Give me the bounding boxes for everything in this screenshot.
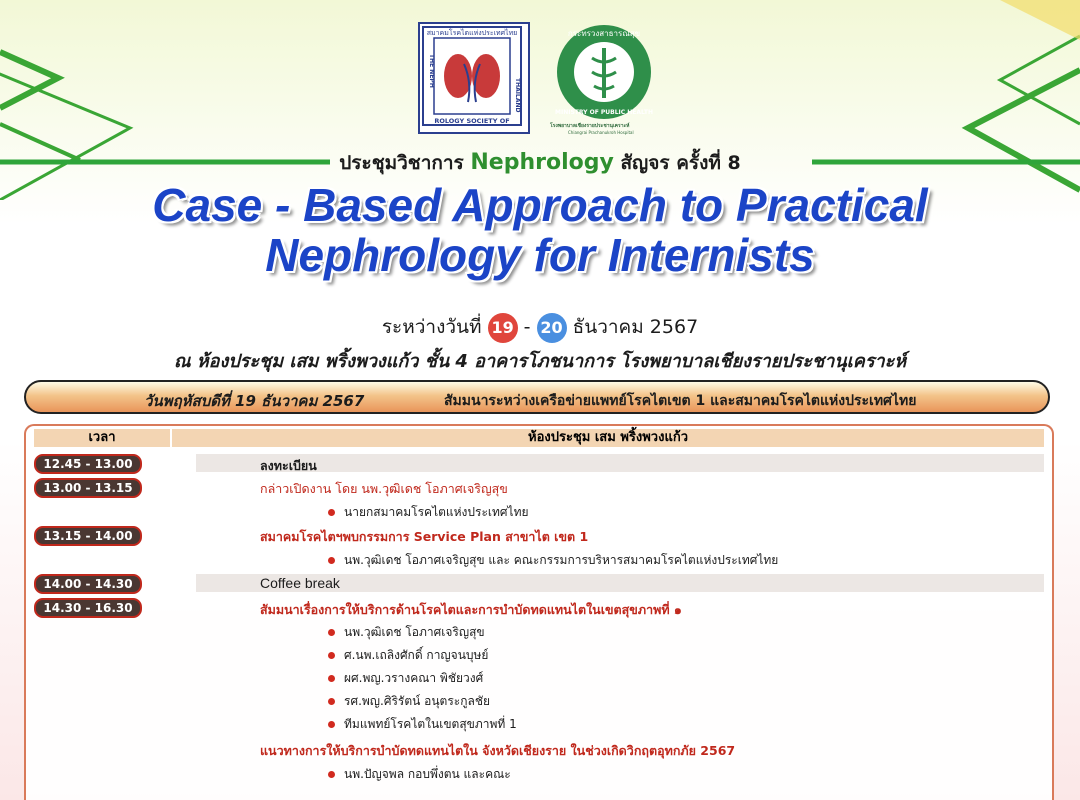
bullet-dot-icon bbox=[328, 509, 335, 516]
list-item-text: นพ.วุฒิเดช โอภาศเจริญสุข bbox=[344, 625, 485, 639]
time-badge: 14.00 - 14.30 bbox=[34, 574, 142, 594]
conference-prefix: ประชุมวิชาการ bbox=[339, 152, 464, 174]
ministry-public-health-logo bbox=[554, 22, 654, 122]
main-title bbox=[0, 180, 1080, 280]
date-dash: - bbox=[523, 316, 531, 338]
list-item bbox=[328, 715, 517, 734]
row-band bbox=[196, 454, 1044, 472]
conference-suffix: สัญจร ครั้งที่ 8 bbox=[620, 152, 741, 174]
date-range bbox=[0, 312, 1080, 343]
svg-text:สมาคมโรคไตแห่งประเทศไทย: สมาคมโรคไตแห่งประเทศไทย bbox=[426, 29, 518, 37]
day-start-badge: 19 bbox=[488, 313, 518, 343]
bullet-dot-icon bbox=[328, 557, 335, 564]
session-title: ลงทะเบียน bbox=[260, 458, 317, 473]
list-item-text: ผศ.พญ.วรางคณา พิชัยวงศ์ bbox=[344, 671, 484, 685]
logos bbox=[418, 22, 678, 140]
list-item-text: นพ.ปัญจพล กอบพึ่งตน และคณะ bbox=[344, 767, 511, 781]
day-banner-topic: สัมมนาระหว่างเครือข่ายแพทย์โรคไตเขต 1 และสมาคมโรคไตแห่งประเทศไทย bbox=[444, 393, 917, 409]
bullet-dot-icon bbox=[328, 675, 335, 682]
main-title-line1: Case - Based Approach to Practical bbox=[152, 179, 928, 231]
list-item-text: นายกสมาคมโรคไตแห่งประเทศไทย bbox=[344, 505, 529, 519]
date-suffix: ธันวาคม 2567 bbox=[572, 316, 699, 338]
bullet-dot-icon bbox=[328, 698, 335, 705]
session-title: สัมมนาเรื่องการให้บริการด้านโรคไตและการบำบัดทดแทนไตในเขตสุขภาพที่ ๑ bbox=[260, 602, 682, 617]
list-item-text: ศ.นพ.เถลิงศักดิ์ กาญจนบุษย์ bbox=[344, 648, 489, 662]
time-badge: 13.15 - 14.00 bbox=[34, 526, 142, 546]
session-speaker: นพ.วุฒิเดช โอภาศเจริญสุข bbox=[361, 481, 508, 496]
main-title-line2: Nephrology for Internists bbox=[265, 229, 815, 281]
conference-subtitle bbox=[0, 148, 1080, 178]
nephrology-society-logo bbox=[418, 22, 530, 134]
list-item bbox=[328, 623, 485, 642]
svg-text:MINISTRY OF PUBLIC HEALTH: MINISTRY OF PUBLIC HEALTH bbox=[555, 109, 653, 116]
list-item bbox=[328, 646, 488, 665]
time-badge: 13.00 - 13.15 bbox=[34, 478, 142, 498]
list-item-text: นพ.วุฒิเดช โอภาศเจริญสุข และ คณะกรรมการบริหารสมาคมโรคไตแห่งประเทศไทย bbox=[344, 553, 779, 567]
time-badge: 14.30 - 16.30 bbox=[34, 598, 142, 618]
session-title: แนวทางการให้บริการบำบัดทดแทนไตใน จังหวัดเชียงราย ในช่วงเกิดวิกฤตอุทกภัย 2567 bbox=[260, 743, 736, 758]
session-title-part: กล่าวเปิดงาน โดย bbox=[260, 481, 358, 496]
session-title: สมาคมโรคไตฯพบกรรมการ Service Plan สาขาไต เขต 1 bbox=[260, 529, 589, 544]
day-banner-date: วันพฤหัสบดีที่ 19 ธันวาคม 2567 bbox=[144, 392, 365, 410]
day-banner bbox=[24, 380, 1050, 414]
hospital-name-english: Chiangrai Prachanukroh Hospital bbox=[568, 130, 634, 135]
svg-text:THE NEPH: THE NEPH bbox=[428, 54, 435, 88]
day-end-badge: 20 bbox=[537, 313, 567, 343]
list-item bbox=[328, 692, 490, 711]
bullet-dot-icon bbox=[328, 721, 335, 728]
session-title bbox=[260, 479, 508, 499]
svg-text:กระทรวงสาธารณสุข: กระทรวงสาธารณสุข bbox=[567, 29, 641, 38]
time-badge: 12.45 - 13.00 bbox=[34, 454, 142, 474]
list-item bbox=[328, 551, 778, 570]
session-title: Coffee break bbox=[260, 575, 340, 591]
list-item-text: รศ.พญ.ศิริรัตน์ อนุตระกูลชัย bbox=[344, 694, 491, 708]
column-header-time: เวลา bbox=[34, 429, 170, 447]
date-prefix: ระหว่างวันที่ bbox=[381, 316, 482, 338]
schedule-table bbox=[24, 424, 1054, 800]
column-header-room: ห้องประชุม เสม พริ้งพวงแก้ว bbox=[172, 429, 1044, 447]
bullet-dot-icon bbox=[328, 652, 335, 659]
list-item bbox=[328, 765, 511, 784]
bullet-dot-icon bbox=[328, 629, 335, 636]
list-item bbox=[328, 669, 483, 688]
svg-text:THAILAND: THAILAND bbox=[514, 78, 521, 113]
bullet-dot-icon bbox=[328, 771, 335, 778]
venue: ณ ห้องประชุม เสม พริ้งพวงแก้ว ชั้น 4 อาคารโภชนาการ โรงพยาบาลเชียงรายประชานุเคราะห์ bbox=[173, 351, 907, 372]
hospital-name-thai: โรงพยาบาลเชียงรายประชานุเคราะห์ bbox=[550, 123, 630, 129]
list-item bbox=[328, 503, 529, 522]
svg-text:ROLOGY SOCIETY OF: ROLOGY SOCIETY OF bbox=[434, 117, 510, 125]
list-item-text: ทีมแพทย์โรคไตในเขตสุขภาพที่ 1 bbox=[344, 717, 517, 731]
conference-highlight: Nephrology bbox=[470, 150, 614, 175]
